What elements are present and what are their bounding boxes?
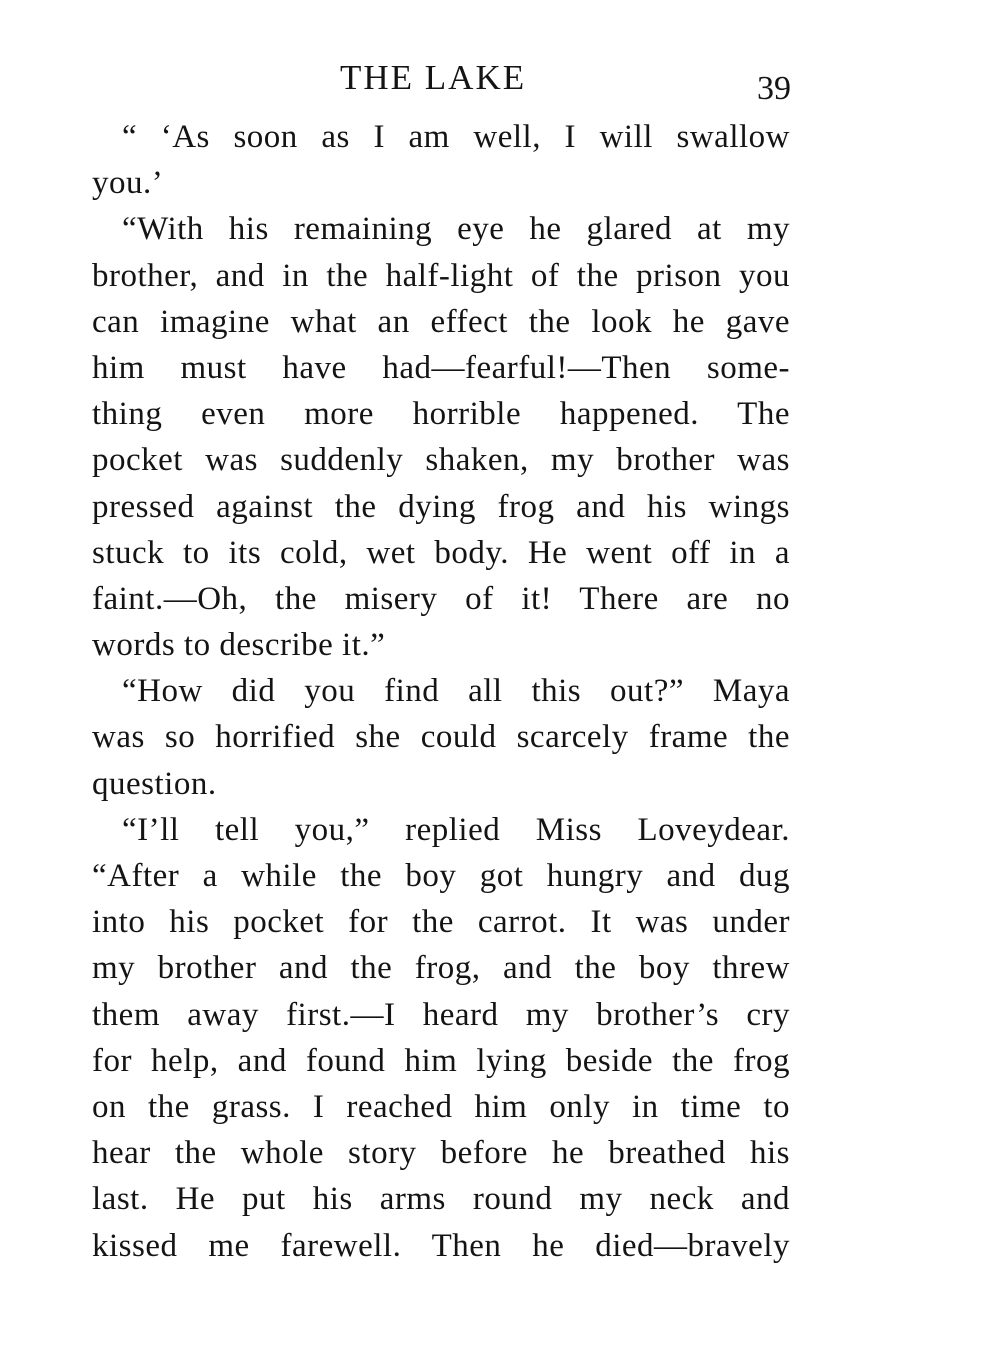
text-line: on the grass. I reached him only in time to bbox=[92, 1088, 790, 1125]
text-line: you.’ bbox=[92, 165, 164, 202]
text-line: hear the whole story before he breathed his bbox=[92, 1135, 790, 1172]
page-number: 39 bbox=[757, 70, 791, 107]
paragraph-4 bbox=[92, 807, 790, 1269]
paragraph-2 bbox=[92, 206, 790, 668]
text-line: pressed against the dying frog and his wings bbox=[92, 488, 790, 525]
text-line: “ ‘As soon as I am well, I will swallow bbox=[122, 119, 790, 155]
text-line: words to describe it.” bbox=[92, 627, 386, 664]
text-line: last. He put his arms round my neck and bbox=[92, 1181, 790, 1218]
text-line: my brother and the frog, and the boy threw bbox=[92, 950, 790, 987]
text-line: “I’ll tell you,” replied Miss Loveydear. bbox=[122, 811, 790, 848]
text-line: kissed me farewell. Then he died—bravely bbox=[92, 1227, 790, 1264]
text-line: question. bbox=[92, 765, 217, 802]
text-line: “How did you find all this out?” Maya bbox=[122, 673, 790, 710]
text-line: for help, and found him lying beside the frog bbox=[92, 1042, 790, 1079]
running-header bbox=[0, 52, 1000, 107]
text-line: “After a while the boy got hungry and dug bbox=[92, 858, 790, 894]
body-text bbox=[92, 114, 790, 1269]
paragraph-1 bbox=[92, 114, 790, 206]
text-line: brother, and in the half-light of the prison you bbox=[92, 257, 790, 294]
text-line: pocket was suddenly shaken, my brother was bbox=[92, 442, 790, 479]
text-line: them away first.—I heard my brother’s cry bbox=[92, 996, 790, 1033]
text-line: faint.—Oh, the misery of it! There are no bbox=[92, 580, 790, 617]
text-line: into his pocket for the carrot. It was under bbox=[92, 904, 790, 941]
text-line: was so horrified she could scarcely frame the bbox=[92, 719, 790, 756]
paragraph-3 bbox=[92, 668, 790, 807]
text-line: him must have had—fearful!—Then some- bbox=[92, 349, 790, 386]
running-title: THE LAKE bbox=[340, 58, 527, 97]
text-line: “With his remaining eye he glared at my bbox=[122, 211, 790, 248]
text-line: can imagine what an effect the look he gave bbox=[92, 303, 790, 340]
text-line: thing even more horrible happened. The bbox=[92, 396, 790, 433]
text-line: stuck to its cold, wet body. He went off in a bbox=[92, 534, 790, 571]
